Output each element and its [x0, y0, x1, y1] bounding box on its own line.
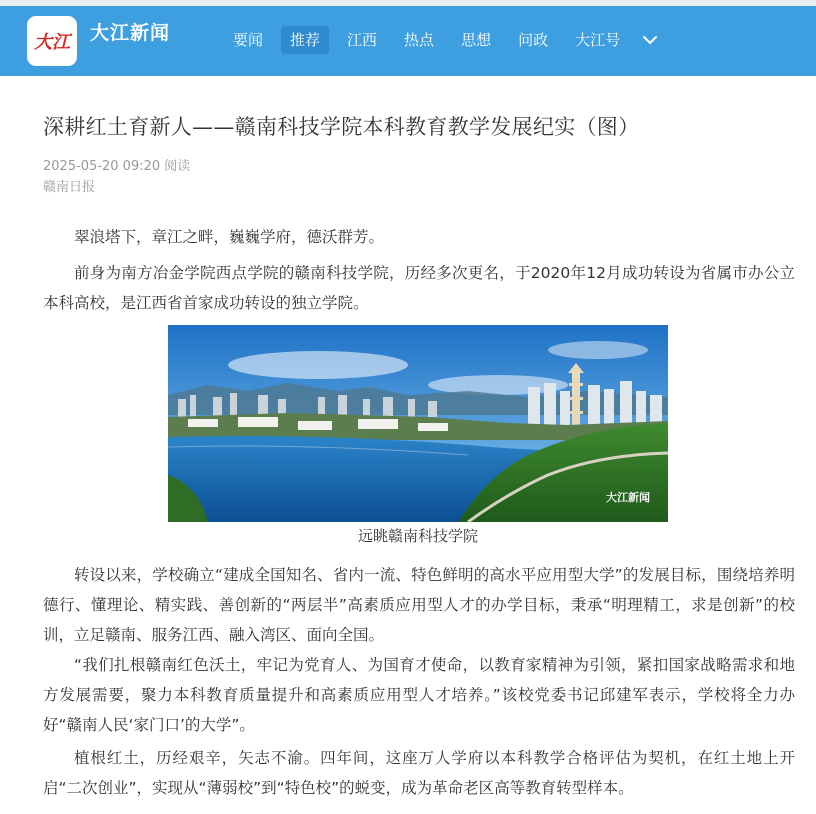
article-paragraph: “我们扎根赣南红色沃土，牢记为党育人、为国育才使命，以教育家精神为引领，紧扣国家战略需求和地方发展需要，聚力本科教育质量提升和高素质应用型人才培养。”该校党委书记邱建军表示，学校将全力办好“赣南人民‘家门口’的大学”。 [43, 656, 795, 734]
dajiang-logo-icon [32, 29, 72, 53]
channel-nav [224, 26, 662, 54]
article-source: 赣南日报 [43, 180, 96, 195]
article-meta [43, 156, 795, 178]
read-count-label: 阅读 [164, 159, 191, 174]
article-title: 深耕红土育新人——赣南科技学院本科教育教学发展纪实（图） [43, 115, 640, 139]
photo-caption: 远眺赣南科技学院 [357, 527, 478, 545]
site-navbar [0, 6, 816, 76]
nav-item-tuijian[interactable]: 推荐 [281, 26, 329, 54]
nav-item-dajianghao[interactable]: 大江号 [575, 31, 621, 49]
nav-item-redian[interactable]: 热点 [404, 31, 435, 49]
nav-item-sixiang[interactable]: 思想 [461, 31, 492, 49]
article-header [43, 110, 795, 198]
site-brand-name[interactable]: 大江新闻 [90, 22, 171, 44]
chevron-down-icon [642, 35, 658, 45]
article-paragraph: 翠浪塔下，章江之畔，巍巍学府，德沃群芳。 [74, 228, 385, 246]
nav-item-yaowen[interactable]: 要闻 [233, 31, 264, 49]
article-photo[interactable] [168, 325, 668, 522]
site-logo[interactable] [27, 16, 77, 66]
nav-more-button[interactable] [638, 26, 662, 54]
svg-text:大江: 大江 [34, 32, 70, 53]
article-paragraph: 植根红土，历经艰辛，矢志不渝。四年间，这座万人学府以本科教学合格评估为契机，在红土地上开启“二次创业”，实现从“薄弱校”到“特色校”的蜕变，成为革命老区高等教育转型样本。 [43, 749, 795, 797]
nav-item-jiangxi[interactable]: 江西 [347, 31, 378, 49]
article-paragraph: 前身为南方冶金学院西点学院的赣南科技学院，历经多次更名，于2020年12月成功转设为省属市办公立本科高校，是江西省首家成功转设的独立学院。 [43, 264, 795, 312]
image-watermark: 大江新闻 [606, 491, 650, 504]
publish-datetime: 2025-05-20 09:20 [43, 159, 161, 174]
campus-landscape-image [168, 325, 668, 522]
article-paragraph: 转设以来，学校确立“建成全国知名、省内一流、特色鲜明的高水平应用型大学”的发展目标，围绕培养明德行、懂理论、精实践、善创新的“两层半”高素质应用型人才的办学目标，秉承“明理精工，求是创新”的校训，立足赣南、服务江西、融入湾区、面向全国。 [43, 566, 795, 644]
nav-item-wenzheng[interactable]: 问政 [518, 31, 549, 49]
